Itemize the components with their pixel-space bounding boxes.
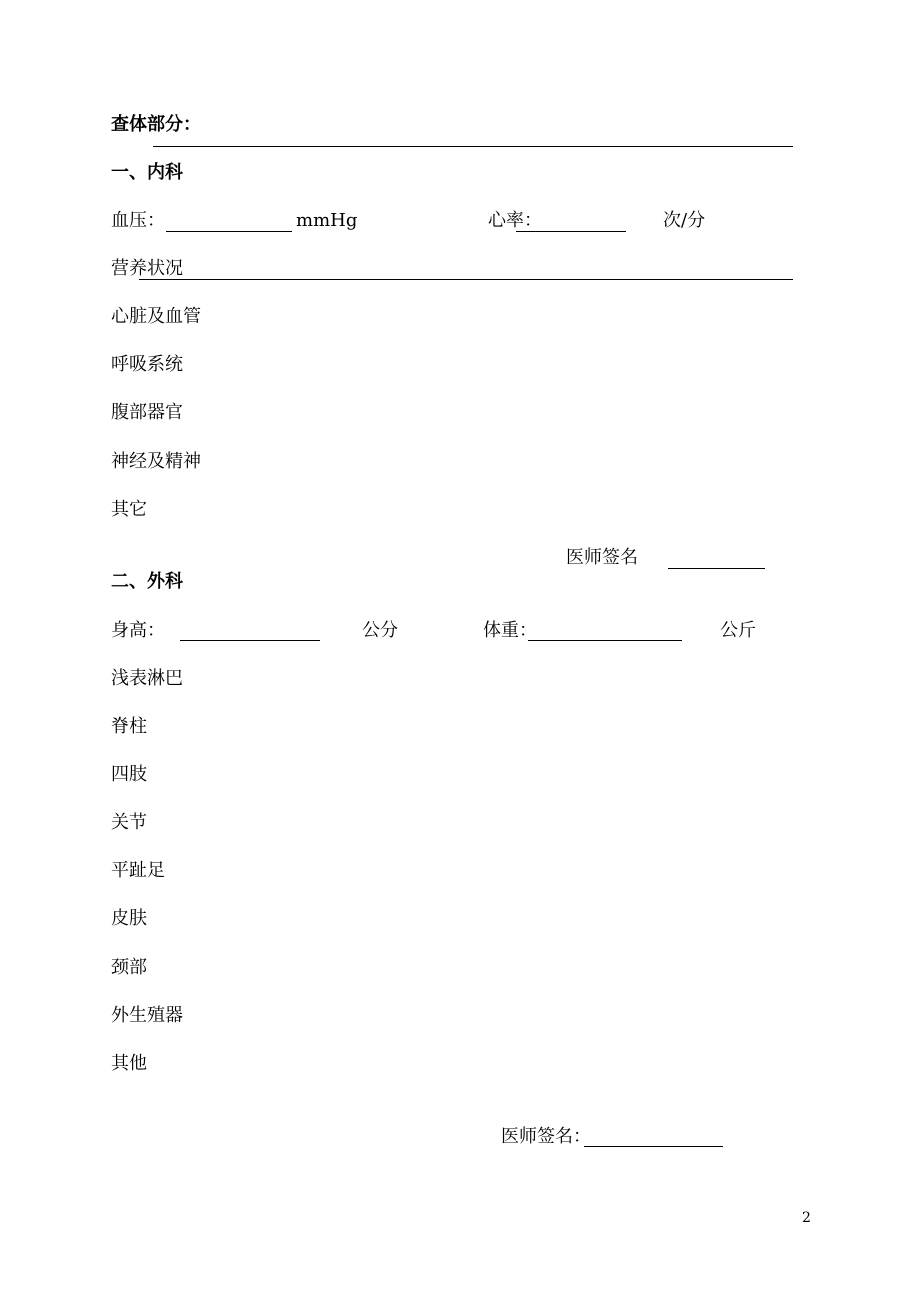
surgical-heading: 二、外科 — [111, 571, 183, 592]
surgical-item-neck: 颈部 — [111, 957, 147, 978]
internal-item-heart: 心脏及血管 — [111, 306, 201, 327]
weight-unit: 公斤 — [720, 620, 756, 641]
surgical-item-flatfoot: 平趾足 — [111, 860, 165, 881]
nutrition-label: 营养状况 — [111, 258, 183, 279]
internal-signature-label: 医师签名 — [566, 547, 638, 568]
surgical-item-genitals: 外生殖器 — [111, 1005, 183, 1026]
heart-rate-unit: 次/分 — [663, 210, 706, 231]
blood-pressure-field[interactable] — [166, 231, 292, 232]
surgical-item-lymph: 浅表淋巴 — [111, 668, 183, 689]
page-number: 2 — [802, 1210, 811, 1226]
surgical-item-joints: 关节 — [111, 812, 147, 833]
surgical-signature-label: 医师签名： — [501, 1126, 591, 1147]
heart-rate-field[interactable] — [516, 231, 626, 232]
heart-rate-label: 心率： — [488, 210, 542, 231]
internal-item-abdomen: 腹部器官 — [111, 402, 183, 423]
blood-pressure-label: 血压： — [111, 210, 165, 231]
surgical-item-skin: 皮肤 — [111, 908, 147, 929]
internal-item-respiratory: 呼吸系统 — [111, 354, 183, 375]
section-title-rule — [153, 146, 793, 147]
height-field[interactable] — [180, 640, 320, 641]
internal-signature-field[interactable] — [668, 568, 765, 569]
surgical-signature-field[interactable] — [584, 1146, 723, 1147]
internal-item-neuro: 神经及精神 — [111, 451, 201, 472]
surgical-item-limbs: 四肢 — [111, 764, 147, 785]
surgical-item-other: 其他 — [111, 1053, 147, 1074]
blood-pressure-unit: mmHg — [296, 210, 358, 231]
height-unit: 公分 — [362, 620, 398, 641]
surgical-item-spine: 脊柱 — [111, 716, 147, 737]
internal-item-other: 其它 — [111, 499, 147, 520]
weight-field[interactable] — [528, 640, 682, 641]
section-title: 查体部分： — [111, 114, 201, 135]
weight-label: 体重： — [483, 620, 537, 641]
nutrition-field[interactable] — [139, 279, 793, 280]
internal-heading: 一、内科 — [111, 162, 183, 183]
height-label: 身高： — [111, 620, 165, 641]
